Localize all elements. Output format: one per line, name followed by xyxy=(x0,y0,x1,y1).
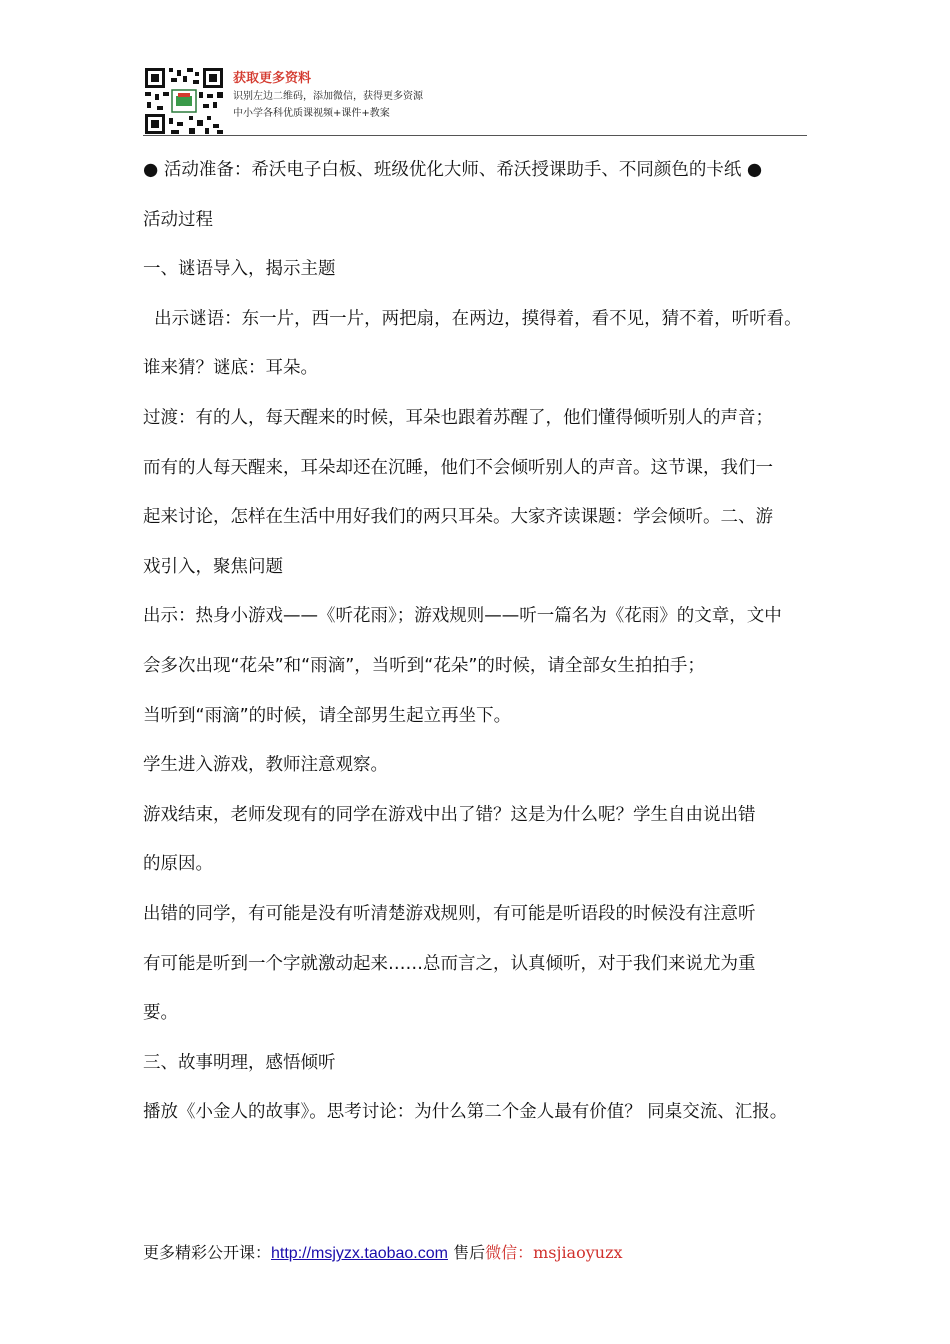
text-line: 活动过程 xyxy=(143,209,213,230)
text-line: 播放《小金人的故事》。思考讨论：为什么第二个金人最有价值？ 同桌交流、汇报。 xyxy=(143,1102,788,1123)
text-line: 谁来猜？谜底：耳朵。 xyxy=(143,358,318,379)
header-line-2: 中小学各科优质课视频+课件+教案 xyxy=(233,108,390,119)
text-line: 当听到“雨滴”的时候，请全部男生起立再坐下。 xyxy=(143,705,512,726)
text-line: 出示谜语：东一片，西一片，两把扇，在两边，摸得着，看不见，猜不着，听听看。 xyxy=(143,308,802,329)
header-title: 获取更多资料 xyxy=(233,71,312,86)
text-line: 学生进入游戏，教师注意观察。 xyxy=(143,755,388,776)
text-line: 过渡：有的人，每天醒来的时候，耳朵也跟着苏醒了，他们懂得倾听别人的声音； xyxy=(143,407,773,428)
section-heading: 三、故事明理，感悟倾听 xyxy=(143,1052,336,1073)
header xyxy=(143,66,807,136)
text-line: 出示：热身小游戏——《听花雨》；游戏规则——听一篇名为《花雨》的文章，文中 xyxy=(143,606,782,627)
footer-link[interactable]: http://msjyzx.taobao.com xyxy=(271,1245,448,1262)
text-line: ● 活动准备：希沃电子白板、班级优化大师、希沃授课助手、不同颜色的卡纸 ● xyxy=(143,160,763,180)
footer xyxy=(143,1240,623,1263)
text-line: 有可能是听到一个字就激动起来……总而言之，认真倾听，对于我们来说尤为重 xyxy=(143,953,756,974)
document-body xyxy=(143,146,813,1138)
qr-code-icon xyxy=(143,66,225,136)
header-text xyxy=(233,70,423,122)
header-line-1: 识别左边二维码，添加微信，获得更多资源 xyxy=(233,91,423,102)
footer-after-sales: 售后 xyxy=(447,1243,486,1262)
header-divider xyxy=(143,135,807,136)
footer-wechat-id: msjiaoyuzx xyxy=(533,1243,623,1262)
text-line: 起来讨论，怎样在生活中用好我们的两只耳朵。大家齐读课题：学会倾听。二、游 xyxy=(143,507,773,528)
text-line: 而有的人每天醒来，耳朵却还在沉睡，他们不会倾听别人的声音。这节课，我们一 xyxy=(143,457,773,478)
footer-prefix: 更多精彩公开课： xyxy=(143,1243,272,1262)
text-line: 的原因。 xyxy=(143,854,213,875)
footer-wechat-label: 微信： xyxy=(485,1243,534,1262)
text-line: 会多次出现“花朵”和“雨滴”，当听到“花朵”的时候，请全部女生拍拍手； xyxy=(143,655,705,676)
section-heading: 一、谜语导入，揭示主题 xyxy=(143,259,336,280)
text-line: 戏引入，聚焦问题 xyxy=(143,556,283,577)
text-line: 出错的同学，有可能是没有听清楚游戏规则，有可能是听语段的时候没有注意听 xyxy=(143,903,756,924)
text-line: 游戏结束，老师发现有的同学在游戏中出了错？这是为什么呢？学生自由说出错 xyxy=(143,804,756,825)
text-line: 要。 xyxy=(143,1003,178,1024)
